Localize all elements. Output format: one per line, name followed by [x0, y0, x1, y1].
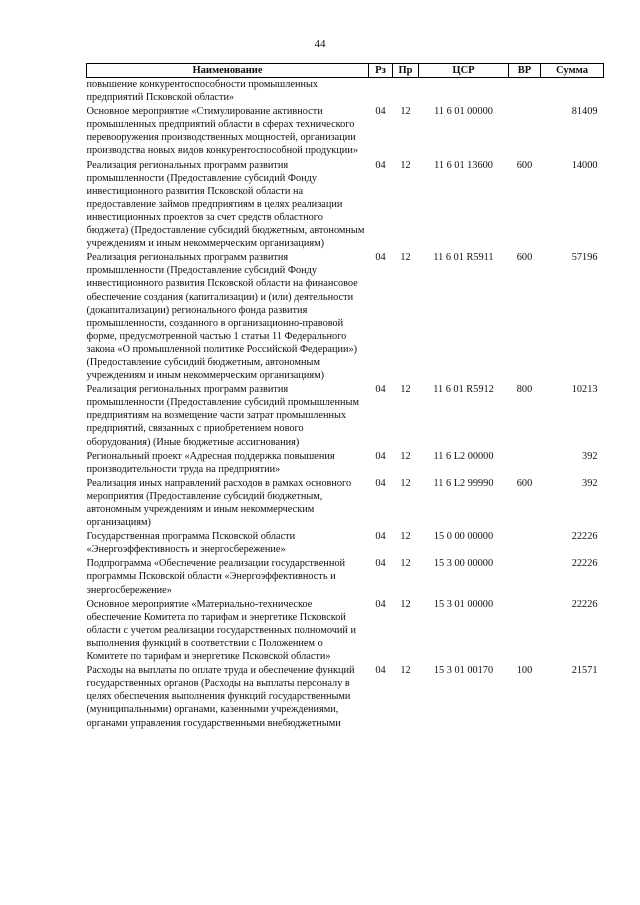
- cell-pr: 12: [400, 665, 411, 677]
- table-row: [87, 251, 604, 383]
- cell-pr: 12: [400, 558, 411, 570]
- cell-rz: 04: [375, 598, 386, 610]
- cell-csr: 11 6 01 R5912: [433, 384, 494, 396]
- header-name: Наименование: [87, 64, 369, 78]
- header-pr: Пр: [393, 64, 419, 78]
- cell-rz: [369, 78, 393, 106]
- cell-vr: 600: [516, 477, 533, 489]
- cell-rz: 04: [375, 384, 386, 396]
- table-row: [87, 664, 604, 730]
- cell-csr: 11 6 L2 99990: [433, 477, 494, 489]
- cell-name: Реализация региональных программ развития промышленности (Предоставление субсидий Фонду инвестиционного развития Псковской области на предоставление займов предприятиям в целях реализации инвестиционных проектов за счет средств областного бюджета) (Предоставление субсидий бюджетным, автономным учреждениям и иным некоммерческим организациям): [86, 159, 365, 250]
- cell-sum: 22226: [571, 531, 598, 543]
- cell-csr: 15 3 01 00170: [433, 665, 494, 677]
- cell-sum: 57196: [571, 252, 598, 264]
- cell-vr: [509, 557, 541, 597]
- cell-rz: 04: [375, 159, 386, 171]
- table-row: [87, 105, 604, 158]
- cell-rz: 04: [375, 477, 386, 489]
- cell-name: Реализация региональных программ развития промышленности (Предоставление субсидий промышленным предприятиям на возмещение части затрат промышленных предприятий, связанных с приобретением нового оборудования) (Иные бюджетные ассигнования): [86, 384, 359, 448]
- cell-csr: 15 3 00 00000: [433, 558, 494, 570]
- cell-sum: 14000: [571, 159, 598, 171]
- header-vr: ВР: [509, 64, 541, 78]
- cell-name: Государственная программа Псковской области «Энергоэффективность и энергосбережение»: [86, 531, 296, 556]
- cell-rz: 04: [375, 665, 386, 677]
- cell-sum: 22226: [571, 558, 598, 570]
- cell-pr: 12: [400, 477, 411, 489]
- table-row: [87, 159, 604, 252]
- cell-rz: 04: [375, 252, 386, 264]
- cell-csr: 11 6 01 00000: [434, 106, 493, 118]
- cell-sum: [541, 78, 604, 106]
- cell-pr: 12: [400, 159, 411, 171]
- table-row: [87, 450, 604, 477]
- budget-table: [86, 63, 604, 731]
- page-number: 44: [314, 38, 326, 50]
- cell-pr: 12: [400, 598, 411, 610]
- cell-vr: 600: [516, 252, 533, 264]
- cell-name: Расходы на выплаты по оплате труда и обеспечение функций государственных органов (Расходы на выплаты персоналу в целях обеспечения выполнения функций государственными (муниципальными) органами, казенными учреждениями, органами управления государственными внебюджетными: [86, 665, 355, 729]
- cell-name: Основное мероприятие «Стимулирование активности промышленных предприятий области в сферах технического перевооружения производственных мощностей, организации производства новых видов конкурентоспособной продукции»: [86, 106, 358, 157]
- table-row: [87, 557, 604, 597]
- header-rz: Рз: [369, 64, 393, 78]
- cell-csr: [419, 78, 509, 106]
- table-row: [87, 477, 604, 530]
- cell-csr: 11 6 01 R5911: [433, 252, 494, 264]
- cell-name: повышение конкурентоспособности промышленных предприятий Псковской области»: [86, 79, 319, 104]
- cell-vr: [509, 530, 541, 557]
- cell-rz: 04: [375, 558, 386, 570]
- cell-vr: 100: [516, 665, 533, 677]
- cell-csr: 15 3 01 00000: [433, 598, 494, 610]
- cell-pr: 12: [400, 252, 411, 264]
- cell-vr: 800: [516, 384, 533, 396]
- cell-pr: 12: [400, 531, 411, 543]
- cell-sum: 10213: [571, 384, 598, 396]
- cell-csr: 11 6 01 13600: [434, 159, 493, 171]
- cell-vr: [509, 598, 541, 664]
- table-row: [87, 530, 604, 557]
- cell-pr: 12: [400, 450, 411, 462]
- cell-pr: [393, 78, 419, 106]
- header-csr: ЦСР: [419, 64, 509, 78]
- table-header-row: [87, 64, 604, 78]
- cell-vr: 600: [516, 159, 533, 171]
- cell-name: Реализация иных направлений расходов в рамках основного мероприятия (Предоставление субсидий бюджетным, автономным учреждениям и иным некоммерческим организациям): [86, 477, 352, 529]
- header-sum: Сумма: [541, 64, 604, 78]
- cell-vr: [509, 78, 541, 106]
- cell-sum: 81409: [571, 106, 598, 118]
- cell-rz: 04: [375, 450, 386, 462]
- cell-name: Подпрограмма «Обеспечение реализации государственной программы Псковской области «Энергоэффективность и энергосбережение»: [86, 558, 345, 596]
- cell-vr: [509, 105, 541, 158]
- cell-vr: [509, 450, 541, 477]
- cell-name: Реализация региональных программ развития промышленности (Предоставление субсидий Фонду инвестиционного развития Псковской области на финансовое обеспечение создания (капитализации) и (или) деятельности (докапитализации) регионального фонда развития промышленности, созданного в организационно-правовой форме, предусмотренной частью 1 статьи 11 Федерального закона «О промышленной политике Российской Федерации») (Предоставление субсидий бюджетным, автономным учреждениям и иным некоммерческим организациям): [86, 252, 358, 382]
- cell-sum: 392: [582, 477, 598, 489]
- cell-rz: 04: [375, 531, 386, 543]
- cell-name: Основное мероприятие «Материально-техническое обеспечение Комитета по тарифам и энергетике Псковской области с учетом реализации государственных полномочий и выполнения функций в соответствии с Положением о Комитете по тарифам и энергетике Псковской области»: [86, 598, 357, 663]
- cell-pr: 12: [400, 384, 411, 396]
- cell-pr: 12: [400, 106, 411, 118]
- cell-rz: 04: [375, 106, 386, 118]
- cell-sum: 22226: [571, 598, 598, 610]
- cell-csr: 15 0 00 00000: [433, 531, 494, 543]
- cell-name: Региональный проект «Адресная поддержка повышения производительности труда на предприятии»: [86, 450, 335, 475]
- cell-csr: 11 6 L2 00000: [433, 450, 494, 462]
- table-row: [87, 383, 604, 449]
- cell-sum: 21571: [571, 665, 598, 677]
- table-row: [87, 598, 604, 664]
- cell-sum: 392: [582, 450, 598, 462]
- table-row: [87, 78, 604, 106]
